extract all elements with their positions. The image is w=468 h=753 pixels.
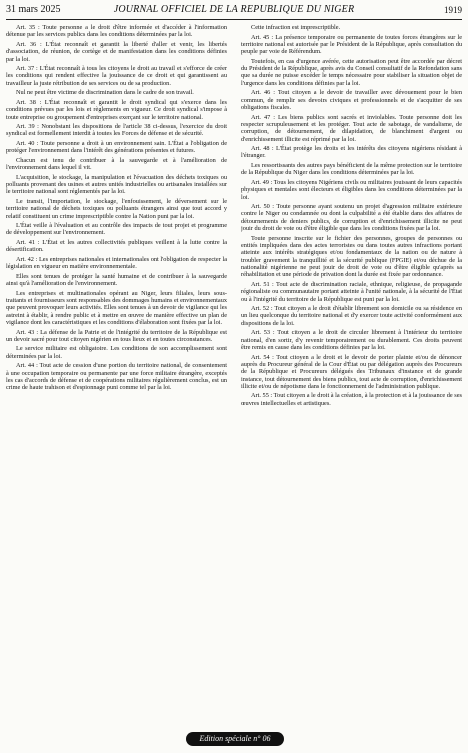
paragraph: Elles sont tenues de protéger la santé humaine et de contribuer à la sauvegarde ainsi qu'à l'amélioration de l'environnement. bbox=[6, 272, 227, 288]
paragraph: Art. 46 : Tout citoyen a le devoir de travailler avec dévouement pour le bien commun, de remplir ses devoirs civiques et professionnels et de s'acquitter de ses obligations fiscales. bbox=[241, 89, 462, 111]
paragraph: Toute personne inscrite sur le fichier des personnes, groupes de personnes ou entités impliquées dans des actes terroristes ou dans toutes autres infractions portant atteinte aux intérêts stratégiques et/ou fondamentaux de la nation ou de nature à troubler gravement la tranquillité et la sécurité publique (FPGIE) et/ou déchue de la nationalité nigérienne ne peut jouir de droit de vote ou d'être éligible qu'après sa réhabilitation et une période de privation dont la durée est fixée par ordonnance. bbox=[241, 234, 462, 279]
paragraph: Les ressortissants des autres pays bénéficient de la même protection sur le territoire de la République du Niger dans les conditions déterminées par la loi. bbox=[241, 161, 462, 177]
issue-date: 31 mars 2025 bbox=[6, 4, 61, 15]
paragraph: Art. 50 : Toute personne ayant soutenu un projet d'agression militaire extérieure contre le Niger ou condamnée ou dont la culpabilité a été établie dans des affaires de détournements de deniers publics, de corruption et d'enrichissement illicite ne peut jouir du droit de vote ou d'être éligible que dans les conditions fixées par la loi. bbox=[241, 203, 462, 233]
paragraph: Art. 36 : L'État reconnaît et garantit la liberté d'aller et venir, les libertés d'association, de réunion, de cortège et de manifestation dans les conditions définies par la loi. bbox=[6, 40, 227, 63]
paragraph: Art. 37 : L'État reconnaît à tous les citoyens le droit au travail et s'efforce de créer les conditions qui rendent effective la jouissance de ce droit et qui garantissent au travailleur la juste rétribution de ses services ou de sa production. bbox=[6, 65, 227, 87]
paragraph: Toutefois, en cas d'urgence avérée, cette autorisation peut être accordée par décret du Président de la République, après avis du Conseil consultatif de la Refondation sans que sa durée ne puisse excéder le temps nécessaire pour stabiliser la situation objet de l'urgence dans les conditions définies par la loi. bbox=[241, 57, 462, 87]
paragraph: Art. 48 : L'État protège les droits et les intérêts des citoyens nigériens résidant à l'étranger. bbox=[241, 145, 462, 160]
page-number: 1919 bbox=[444, 5, 462, 15]
paragraph: Art. 40 : Toute personne a droit à un environnement sain. L'État a l'obligation de protéger l'environnement dans l'intérêt des générations présentes et futures. bbox=[6, 139, 227, 155]
paragraph: Nul ne peut être victime de discrimination dans le cadre de son travail. bbox=[16, 89, 194, 97]
edition-badge: Edition spéciale n° 06 bbox=[186, 732, 284, 746]
paragraph: Art. 55 : Tout citoyen a le droit à la création, à la protection et à la jouissance de ses œuvres intellectuelles et artistiques. bbox=[241, 392, 462, 407]
paragraph: Art. 42 : Les entreprises nationales et internationales ont l'obligation de respecter la législation en vigueur en matière environnementale. bbox=[6, 255, 227, 271]
paragraph: Art. 52 : Tout citoyen a le droit d'établir librement son domicile ou sa résidence en un lieu quelconque du territoire national et d'y exercer toute activité conformément aux dispositions de la loi. bbox=[241, 305, 462, 327]
paragraph: Le transit, l'importation, le stockage, l'enfouissement, le déversement sur le territoire national de déchets toxiques ou polluants étrangers ainsi que tout accord y relatif constituent un crime imprescriptible contre la Nation puni par la loi. bbox=[6, 197, 227, 220]
paragraph: L'État veille à l'évaluation et au contrôle des impacts de tout projet et programme de développement sur l'environnement. bbox=[6, 222, 227, 237]
paragraph: Les entreprises et multinationales opérant au Niger, leurs filiales, leurs sous-traitants et fournisseurs sont responsables des dommages humains et environnementaux que peuvent provoquer leurs activités. Elles sont tenues à un devoir de vigilance qui les astreint à établir, à rendre public et à mettre en œuvre de manière effective un plan de vigilance dont les caractéristiques et les conditions d'élaboration sont fixées par la loi. bbox=[6, 289, 227, 326]
paragraph: Art. 45 : La présence temporaire ou permanente de toutes forces étrangères sur le territoire national est autorisée par le Président de la République, après consultation du peuple par voie de Référendum. bbox=[241, 33, 462, 56]
paragraph: Le service militaire est obligatoire. Les conditions de son accomplissement sont déterminées par la loi. bbox=[6, 345, 227, 360]
paragraph: Art. 49 : Tous les citoyens Nigériens civils ou militaires jouissant de leurs capacités physiques et mentales sont électeurs et éligibles dans les conditions déterminées par la loi. bbox=[241, 178, 462, 201]
paragraph: L'acquisition, le stockage, la manipulation et l'évacuation des déchets toxiques ou polluants provenant des usines et autres unités industrielles ou artisanales installées sur le territoire national sont réglementés par la loi. bbox=[6, 173, 227, 196]
paragraph: Art. 51 : Tout acte de discrimination raciale, ethnique, religieuse, de propagande régionaliste ou communautaire portant atteinte à l'unité nationale, à la sécurité de l'État ou à l'intégrité du territoire de la République est puni par la loi. bbox=[241, 280, 462, 303]
paragraph: Art. 39 : Nonobstant les dispositions de l'article 38 ci-dessus, l'exercice du droit syndical est formellement interdit à toutes les Forces de défense et de sécurité. bbox=[6, 123, 227, 138]
header-rule bbox=[6, 19, 462, 20]
paragraph: Art. 54 : Tout citoyen a le droit et le devoir de porter plainte et/ou de dénoncer auprès du Procureur général de la Cour d'État ou par délégation auprès des Procureurs de la République et Procureurs délégués des Tribunaux d'instance et de grande instance, tout détournement des biens publics, tout acte de corruption, d'enrichissement illicite et/ou de népotisme dans le fonctionnement de l'administration publique. bbox=[241, 353, 462, 390]
paragraph: Cette infraction est imprescriptible. bbox=[251, 24, 341, 31]
paragraph: Art. 38 : L'État reconnaît et garantit le droit syndical qui s'exerce dans les conditions prévues par les lois et règlements en vigueur. Ce droit syndical s'impose à toute entreprise ou groupement d'entreprises exerçant sur le territoire national. bbox=[6, 98, 227, 121]
paragraph: Chacun est tenu de contribuer à la sauvegarde et à l'amélioration de l'environnement dans lequel il vit. bbox=[6, 156, 227, 172]
journal-title: JOURNAL OFFICIEL DE LA REPUBLIQUE DU NIGER bbox=[113, 4, 355, 15]
paragraph: Art. 53 : Tout citoyen a le droit de circuler librement à l'intérieur du territoire national, d'en sortir, d'y revenir temporairement ou durablement. Ces droits peuvent être remis en cause dans les conditions définies par la loi. bbox=[241, 329, 462, 351]
left-column bbox=[6, 24, 227, 724]
paragraph: Art. 44 : Tout acte de cession d'une portion du territoire national, de consentement à une occupation temporaire ou permanente par une force militaire étrangère, exceptés les cas d'accords de défense et de coopérations militaires régulièrement conclus, est un crime de haute trahison et d'espionnage puni comme tel par la loi. bbox=[6, 362, 227, 392]
paragraph: Art. 35 : Toute personne a le droit d'être informée et d'accéder à l'information détenue par les services publics dans les conditions déterminées par la loi. bbox=[6, 24, 227, 39]
paragraph: Art. 43 : La défense de la Patrie et de l'intégrité du territoire de la République est un devoir sacré pour tout citoyen nigérien en tous lieux et en toutes circonstances. bbox=[6, 328, 227, 343]
paragraph: Art. 47 : Les biens publics sont sacrés et inviolables. Toute personne doit les respecter scrupuleusement et les protéger. Tout acte de sabotage, de vandalisme, de corruption, de détournement, de dilapidation, de blanchiment d'argent ou d'enrichissement illicite est réprimé par la loi. bbox=[241, 113, 462, 143]
paragraph: Art. 41 : L'État et les autres collectivités publiques veillent à la lutte contre la désertification. bbox=[6, 239, 227, 254]
page-header bbox=[6, 4, 462, 18]
right-column bbox=[241, 24, 462, 724]
